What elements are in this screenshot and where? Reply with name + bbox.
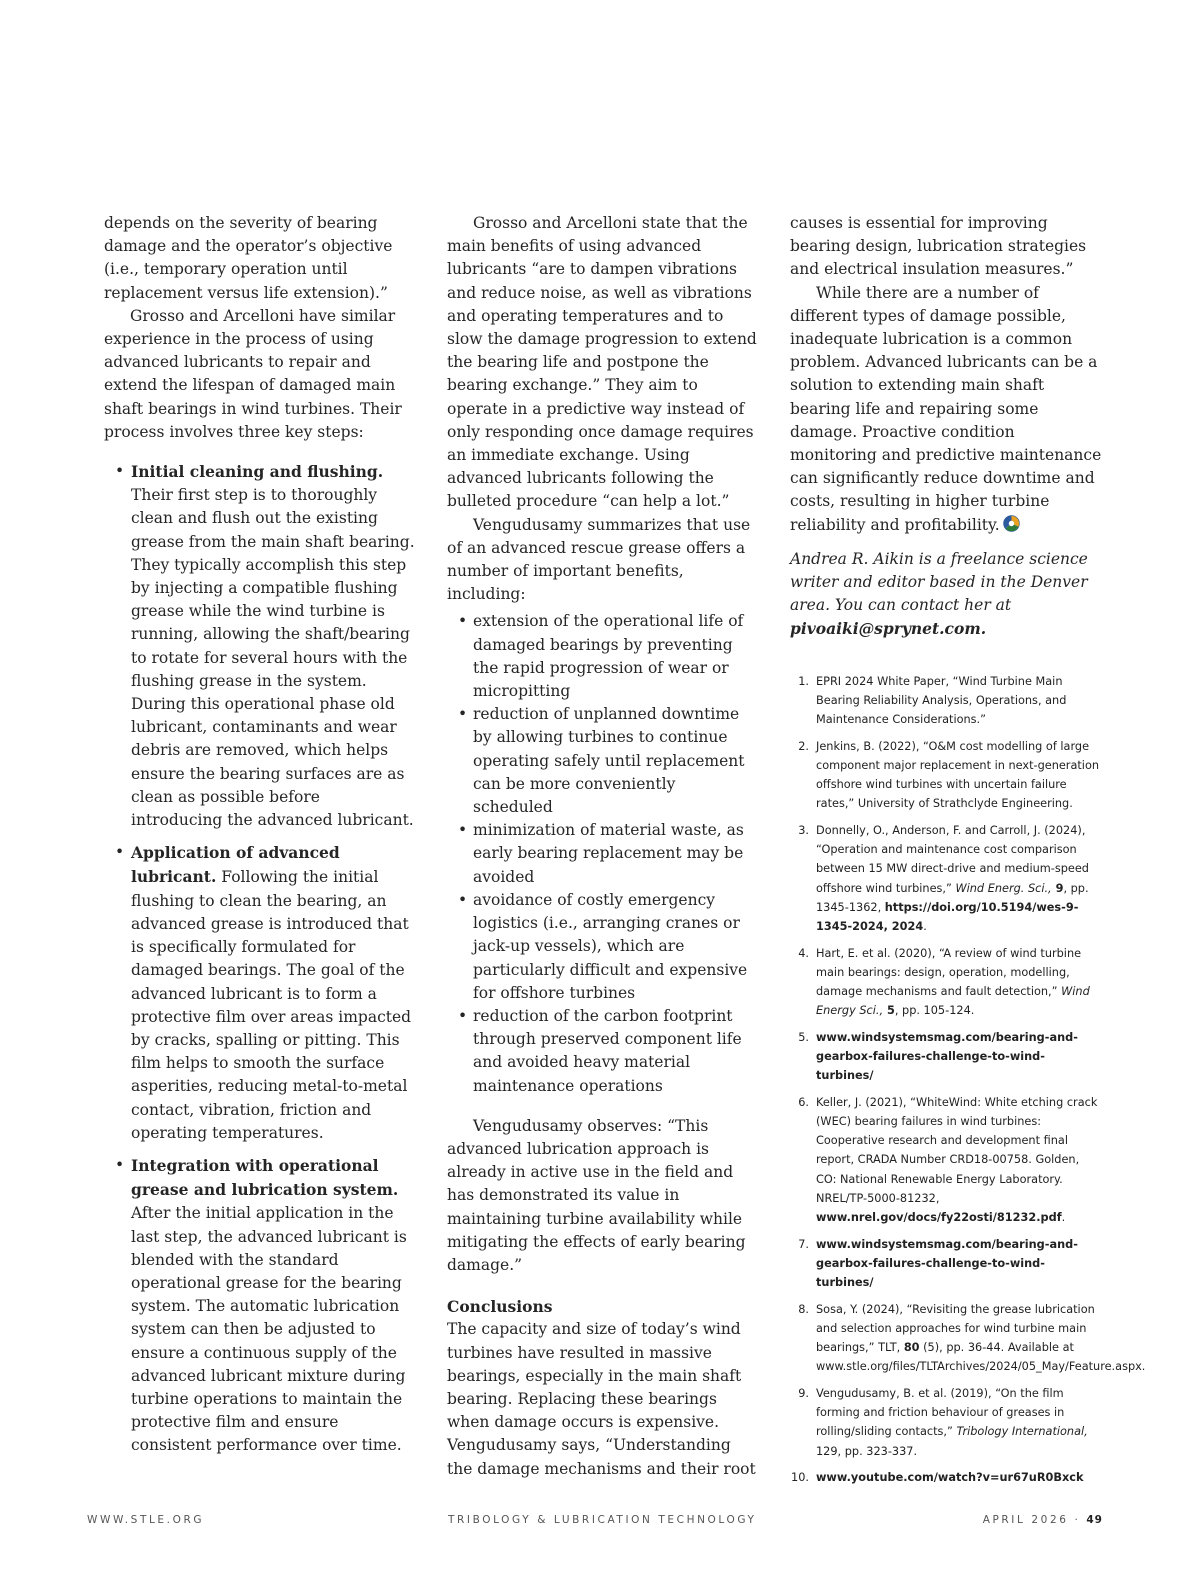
author-bio-text: Andrea R. Aikin is a freelance science writer and editor based in the Denver area. You can contact her at	[790, 549, 1088, 615]
reference-item	[790, 1235, 1102, 1293]
footer-website: WWW.STLE.ORG	[87, 1514, 205, 1526]
reference-item: 8. Sosa, Y. (2024), “Revisiting the grease lubrication and selection approaches for wind turbine main bearings,” TLT, 80 (5), pp. 36-44. Available at www.stle.org/files/TLTArchives/2024/05_May/Feature.aspx.	[790, 1300, 1102, 1377]
paragraph: Vengudusamy summarizes that use of an advanced rescue grease offers a number of important benefits, including:	[447, 515, 751, 604]
reference-item	[790, 1468, 1102, 1487]
volume: 80	[903, 1341, 920, 1355]
reference-text: Vengudusamy, B. et al. (2019), “On the film forming and friction behaviour of greases in rolling/sliding contacts,”	[816, 1386, 1065, 1439]
footer-date: APRIL 2026	[982, 1514, 1069, 1526]
reference-item: 9. Vengudusamy, B. et al. (2019), “On the film forming and friction behaviour of greases in rolling/sliding contacts,” Tribology International, 129, pp. 323-337.	[790, 1384, 1102, 1461]
reference-item	[790, 672, 1102, 730]
step-text: Their first step is to thoroughly clean and flush out the existing grease from the main shaft bearing. They typically accomplish this step by injecting a compatible flushing grease while the wind turbine is running, allowing the shaft/bearing to rotate for several hours with the flushing grease in the system. During this operational phase old lubricant, contaminants and wear debris are removed, which helps ensure the bearing surfaces are as clean as possible before introducing the advanced lubricant.	[131, 486, 415, 830]
author-bio	[790, 548, 1102, 642]
section-heading: Conclusions	[447, 1297, 553, 1317]
reference-number: 10.	[791, 1470, 809, 1484]
paragraph: causes is essential for improving bearing design, lubrication strategies and electrical insulation measures.”	[790, 214, 1087, 279]
reference-text: Sosa, Y. (2024), “Revisiting the grease lubrication and selection approaches for wind turbine main bearings,” TLT,	[816, 1302, 1095, 1355]
step-title: Initial cleaning and flushing.	[131, 462, 384, 482]
reference-number: 2.	[798, 739, 809, 753]
reference-text: EPRI 2024 White Paper, “Wind Turbine Main Bearing Reliability Analysis, Operations, and Maintenance Considerations.”	[816, 674, 1067, 727]
paragraph: depends on the severity of bearing damage and the operator’s objective (i.e., temporary operation until replacement versus life extension).”	[104, 214, 393, 302]
step-text: Following the initial flushing to clean the bearing, an advanced grease is introduced that is specifically formulated for damaged bearings. The goal of the advanced lubricant is to form a protective film over areas impacted by cracks, spalling or pitting. This film helps to smooth the surface asperities, reducing metal-to-metal contact, vibration, friction and operating temperatures.	[131, 868, 412, 1142]
reference-item: 4. Hart, E. et al. (2020), “A review of wind turbine main bearings: design, operation, modelling, damage mechanisms and fault detection,” Wind Energy Sci., 5, pp. 105-124.	[790, 944, 1102, 1021]
reference-number: 5.	[798, 1030, 809, 1044]
paragraph-text: While there are a number of different types of damage possible, inadequate lubrication is a common problem. Advanced lubricants can be a solution to extending main shaft bearing life and repairing some damage. Proactive condition monitoring and predictive maintenance can significantly reduce downtime and costs, resulting in higher turbine reliability and profitability.	[790, 283, 1102, 534]
reference-link[interactable]: https://doi.org/10.5194/wes-9-1345-2024, 2024	[816, 900, 1079, 934]
footer-separator: ·	[1074, 1514, 1081, 1526]
volume: 5	[883, 1004, 895, 1018]
author-email[interactable]: pivoaiki@sprynet.com.	[790, 619, 987, 639]
list-item: • minimization of material waste, as early bearing replacement may be avoided	[447, 819, 757, 889]
paragraph: Vengudusamy observes: “This advanced lubrication approach is already in active use in the field and has demonstrated its value in maintaining turbine availability while mitigating the effects of early bearing damage.”	[447, 1116, 746, 1274]
reference-text: Keller, J. (2021), “WhiteWind: White etching crack (WEC) bearing failures in wind turbines: Cooperative research and development final report, CRADA Number CRD18-00758. Golden, CO: National Renewable Energy Laboratory. NREL/TP-5000-81232,	[816, 1095, 1098, 1206]
article-column-1	[104, 212, 416, 1467]
paragraph: Grosso and Arcelloni state that the main benefits of using advanced lubricants “are to dampen vibrations and reduce noise, as well as vibrations and operating temperatures and to slow the damage progression to extend the bearing life and postpone the bearing exchange.” They aim to operate in a predictive way instead of only responding once damage requires an immediate exchange. Using advanced lubricants following the bulleted procedure “can help a lot.”	[447, 214, 757, 511]
list-item: • extension of the operational life of damaged bearings by preventing the rapid progression of wear or micropitting	[447, 610, 757, 703]
list-item: • reduction of the carbon footprint through preserved component life and avoided heavy material maintenance operations	[447, 1005, 757, 1098]
reference-link[interactable]: www.windsystemsmag.com/bearing-and-gearbox-failures-challenge-to-wind-turbines/	[816, 1237, 1078, 1290]
reference-item: 3. Donnelly, O., Anderson, F. and Carroll, J. (2024), “Operation and maintenance cost comparison between 15 MW direct-drive and medium-speed offshore wind turbines,” Wind Energ. Sci., 9, pp. 1345-1362, https://doi.org/10.5194/wes-9-1345-2024, 2024.	[790, 821, 1102, 937]
reference-item: 6. Keller, J. (2021), “WhiteWind: White etching crack (WEC) bearing failures in wind turbines: Cooperative research and development final report, CRADA Number CRD18-00758. Golden, CO: National Renewable Energy Laboratory. NREL/TP-5000-81232, www.nrel.gov/docs/fy22osti/81232.pdf.	[790, 1093, 1102, 1228]
journal-name: Wind Energy Sci.,	[816, 985, 1090, 1018]
benefits-list	[447, 610, 757, 1097]
journal-name: Wind Energ. Sci.,	[955, 881, 1052, 895]
page-number: 49	[1086, 1514, 1103, 1526]
footer-page-info	[983, 1514, 1103, 1526]
reference-text: Donnelly, O., Anderson, F. and Carroll, J. (2024), “Operation and maintenance cost comparison between 15 MW direct-drive and medium-speed offshore wind turbines,”	[816, 823, 1089, 895]
steps-list	[104, 460, 416, 1458]
list-item: • reduction of unplanned downtime by allowing turbines to continue operating safely until replacement can be more conveniently scheduled	[447, 703, 757, 819]
list-item	[104, 460, 416, 832]
list-item: • avoidance of costly emergency logistics (i.e., arranging cranes or jack-up vessels), which are particularly difficult and expensive for offshore turbines	[447, 889, 757, 1005]
volume: 9	[1051, 881, 1064, 895]
paragraph: Grosso and Arcelloni have similar experience in the process of using advanced lubricants to repair and extend the lifespan of damaged main shaft bearings in wind turbines. Their process involves three key steps:	[104, 306, 402, 441]
reference-link[interactable]: www.nrel.gov/docs/fy22osti/81232.pdf	[816, 1211, 1062, 1225]
stle-logo-icon	[1003, 515, 1020, 532]
references-list	[790, 672, 1146, 1488]
step-text: After the initial application in the last step, the advanced lubricant is blended with the standard operational grease for the bearing system. The automatic lubrication system can then be adjusted to ensure a continuous supply of the advanced lubricant mixture during turbine operations to maintain the protective film and ensure consistent performance over time.	[131, 1204, 407, 1455]
reference-number: 6.	[798, 1095, 809, 1109]
paragraph: The capacity and size of today’s wind turbines have resulted in massive bearings, especially in the main shaft bearing. Replacing these bearings when damage occurs is expensive. Vengudusamy says, “Understanding the damage mechanisms and their root	[447, 1320, 756, 1478]
reference-number: 3.	[798, 823, 809, 837]
reference-text: Jenkins, B. (2022), “O&M cost modelling of large component major replacement in next-generation offshore wind turbines with uncertain failure rates,” University of Strathclyde Engineering.	[816, 739, 1100, 811]
reference-link[interactable]: www.youtube.com/watch?v=ur67uR0Bxck	[816, 1470, 1084, 1484]
journal-name: Tribology International,	[956, 1425, 1088, 1439]
reference-item	[790, 737, 1102, 814]
list-item	[104, 1154, 416, 1458]
footer-publication: TRIBOLOGY & LUBRICATION TECHNOLOGY	[448, 1514, 757, 1526]
article-column-2	[447, 212, 757, 1481]
reference-link[interactable]: www.windsystemsmag.com/bearing-and-gearbox-failures-challenge-to-wind-turbines/	[816, 1030, 1078, 1083]
list-item	[104, 841, 416, 1145]
reference-number: 1.	[798, 674, 809, 688]
reference-item	[790, 1028, 1102, 1086]
article-column-3	[790, 212, 1146, 1494]
reference-number: 8.	[798, 1302, 809, 1316]
reference-text: Hart, E. et al. (2020), “A review of wind turbine main bearings: design, operation, modelling, damage mechanisms and fault detection,”	[816, 946, 1082, 999]
reference-number: 7.	[798, 1237, 809, 1251]
step-title: Application of advanced lubricant.	[131, 843, 340, 887]
reference-number: 9.	[798, 1386, 809, 1400]
reference-number: 4.	[798, 946, 809, 960]
step-title: Integration with operational grease and lubrication system.	[131, 1155, 399, 1200]
paragraph	[790, 282, 1102, 537]
